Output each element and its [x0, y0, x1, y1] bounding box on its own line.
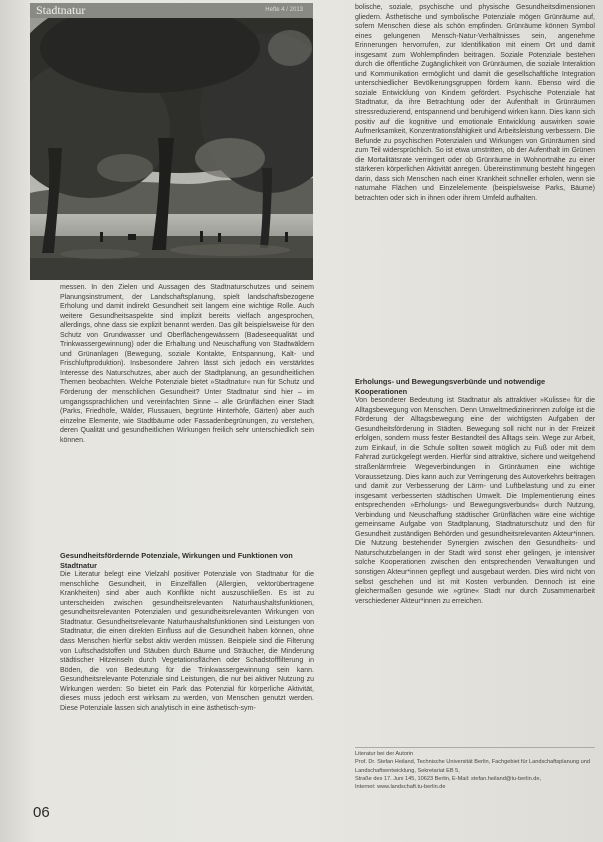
section-title: Stadtnatur — [36, 3, 86, 17]
intro-paragraph: messen. In den Zielen und Aussagen des Stadtnaturschutzes und seinem Planungsinstrument, der Landschaftsplanung, spielt landschaftsbezogene Erholung und damit indirekt Gesundheit seit langem eine wichtige Rolle. Auch weitere Gesundheitsaspekte sind implizit bereits vielfach angesprochen, allerdings, ohne dass sie explizit benannt werden. Das gilt beispielsweise für den Schutz von Grundwasser und Oberflächengewässern (Badeseequalität und Trinkwassergewinnung) oder die Erhaltung und Neuschaffung von Stadtwäldern und Grünanlagen (Bewegung, soziale Kontakte, Entspannung, Kalt- und Frischluftproduktion). Insbesondere Jahren lässt sich jedoch ein verstärktes Interesse des Naturschutzes, aber auch der Stadtplanung, an gesundheitlichen Themen beobachten. Welche Potenziale bietet »Stadtnatur« nun für Schutz und Förderung der menschlichen Gesundheit? Unter Stadtnatur sind hier – im umgangssprachlichen und vereinfachten Sinne – alle Grünflächen einer Stadt (Parks, Friedhöfe, Wälder, Flussauen, begrünte Hinterhöfe, Gärten) aber auch einzelne Elemente, wie Stadtbäume oder Fassadenbegrünungen, zu verstehen, deren Qualität und gesundheitlichen Wirkungen freilich sehr unterschiedlich sein können. — [60, 284, 314, 444]
left-column-section — [60, 551, 314, 713]
dimensions-paragraph: bolische, soziale, psychische und physische Gesundheitsdimensionen gliedern. Ästhetische und symbolische Potenziale mögen Grünräume auf, sofern Menschen diese als schön empfinden. Grünräume können Symbol eines gelungenen Mensch-Natur-Verhältnisses sein, angenehme Erinnerungen hervorrufen, zur Identifikation mit einem Ort und damit insgesamt zum Wohlempfinden beitragen. Soziale Potenziale bestehen durch die öffentliche Zugänglichkeit von Grünräumen, die soziale Interaktion und Kommunikation ermöglicht und damit die gesellschaftliche Integration unterschiedlicher Bevölkerungsgruppen fördern kann. Ebenso wird die soziale Entwicklung von Kindern gefördert. Psychische Potenziale hat Stadtnatur, da ihre Betrachtung oder der Aufenthalt in Grünräumen stressreduzierend, entspannend und beruhigend wirken kann. Dies kann sich positiv auf die kognitive und emotionale Entwicklung auswirken sowie Aufmerksamkeit, Konzentrationsfähigkeit und Arbeitsleistung verbessern. Die Befunde zu psychischen Potenzialen und Wirkungen von Grünräumen sind zum Teil widersprüchlich. So ist etwa umstritten, ob der Aufenthalt im Grünen die Mortalitätsrate verringert oder ob Grünräume in Wohnortnähe zu einer stärkeren körperlichen Aktivität anregen. Übereinstimmung besteht hingegen darin, dass sich Menschen nach einer Krankheit schneller erholen, wenn sie naturnahe Flächen und Einzelelemente (beispielsweise Parks, Bäume) betrachten oder sich in ihnen oder ihrem Umfeld aufhalten. — [355, 4, 595, 202]
left-column-intro — [60, 283, 314, 445]
references-label: Literatur bei der Autorin — [355, 747, 595, 758]
web-link[interactable]: Internet: www.landschaft.tu-berlin.de — [355, 784, 446, 791]
right-column-top — [355, 3, 595, 203]
author-references — [355, 747, 595, 791]
issue-label: Hefte 4 / 2013 — [265, 7, 303, 13]
address-line: Straße des 17. Juni 145, 10623 Berlin, E-Mail: stefan.heiland@tu-berlin.de, — [355, 775, 542, 782]
section-heading-cooperation: Erholungs- und Bewegungsverbünde und notwendige Kooperationen — [355, 377, 546, 396]
author-line: Prof. Dr. Stefan Heiland, Technische Universität Berlin, Fachgebiet für Landschaftsplanung und Landschaftsentwicklung, Sekretariat EB 5, — [355, 759, 590, 774]
section-heading-potentials: Gesundheitsfördernde Potenziale, Wirkungen und Funktionen von Stadtnatur — [60, 551, 293, 570]
right-column-section — [355, 377, 595, 606]
page-number: 06 — [33, 804, 50, 821]
park-photo — [30, 18, 313, 280]
potentials-paragraph: Die Literatur belegt eine Vielzahl positiver Potenziale von Stadtnatur für die menschliche Gesundheit, in Einzelfällen (Allergien, vektorübertragene Krankheiten) sind aber auch Konflikte nicht auszuschließen. Es ist zu unterscheiden zwischen gesundheitsrelevanten Naturhaushaltsfunktionen, gesundheitsrelevanten Potenzialen und gesundheitsrelevanten Wirkungen von Stadtnatur. Gesundheitsrelevante Naturhaushaltsfunktionen sind Leistungen von Stadtnatur, die einen direkten Einfluss auf die Gesundheit haben können, ohne dass Menschen hierfür selbst aktiv werden müssen. Beispiele sind die Filterung von Luftschadstoffen und Stäuben durch Bäume und Sträucher, die Minderung städtischer Hitzeinseln durch Vegetationsflächen oder Schadstofffilterung in Böden, die von Bedeutung für die Trinkwassergewinnung sein kann. Gesundheitsrelevante Potenziale sind Leistungen, die nur bei aktiver Nutzung zu Wirkungen werden: So bietet ein Park das Potenzial für körperliche Aktivität, dieses muss jedoch erst wirksam zu werden, von Menschen genutzt werden. Diese Potenziale lassen sich analytisch in eine ästhetisch-sym- — [60, 571, 314, 712]
cooperation-paragraph: Von besonderer Bedeutung ist Stadtnatur als attraktiver »Kulisse« für die Alltagsbewegung von Menschen. Denn Umweltmedizinerinnen zufolge ist die Förderung der Alltagsbewegung eine der wichtigsten Aufgaben der Gesundheitsförderung in Städten. Bewegung soll nicht nur in der Freizeit erfolgen, sondern muss fester Bestandteil des Alltags sein. Wege zur Arbeit, zum Einkauf, in die Schule sollten soweit möglich zu Fuß oder mit dem Fahrrad zurückgelegt werden. Hierfür sind attraktive, sichere und weitgehend straßenlärmfreie Wegeverbindungen in Grünräumen eine wichtige Voraussetzung. Dies kann auch zur Verringerung des Autoverkehrs beitragen und damit zur Verbesserung der Lärm- und Luftbelastung und zu einer insgesamt verbesserten städtischen Umwelt. Die Implementierung eines entsprechenden »Erholungs- und Bewegungsverbunds« durch Nutzung, Verbindung und Neuschaffung städtischer Grünflächen wäre eine wichtige gemeinsame Aufgabe von Stadtplanung, Stadtnaturschutz und den für Gesundheit zuständigen Behörden und gesundheitsrelevanten Akteur*innen. Die Nutzung bestehender Synergien zwischen den Gesundheits- und Naturschutzbelangen in der Stadt wird sonst eher gelingen, je intensiver solche Kooperationen zwischen den entsprechenden Verwaltungen und sonstigen Akteur*innen gepflegt und ausgebaut werden. Dies wird nicht von selbst geschehen und ist mit Kosten verbunden. Dennoch ist eine gleichermaßen gesunde wie »grüne« Stadt nur durch Zusammenarbeit verschiedener Akteur*innen zu erreichen. — [355, 397, 595, 605]
park-photo-illustration — [30, 18, 313, 280]
section-header — [30, 3, 313, 18]
